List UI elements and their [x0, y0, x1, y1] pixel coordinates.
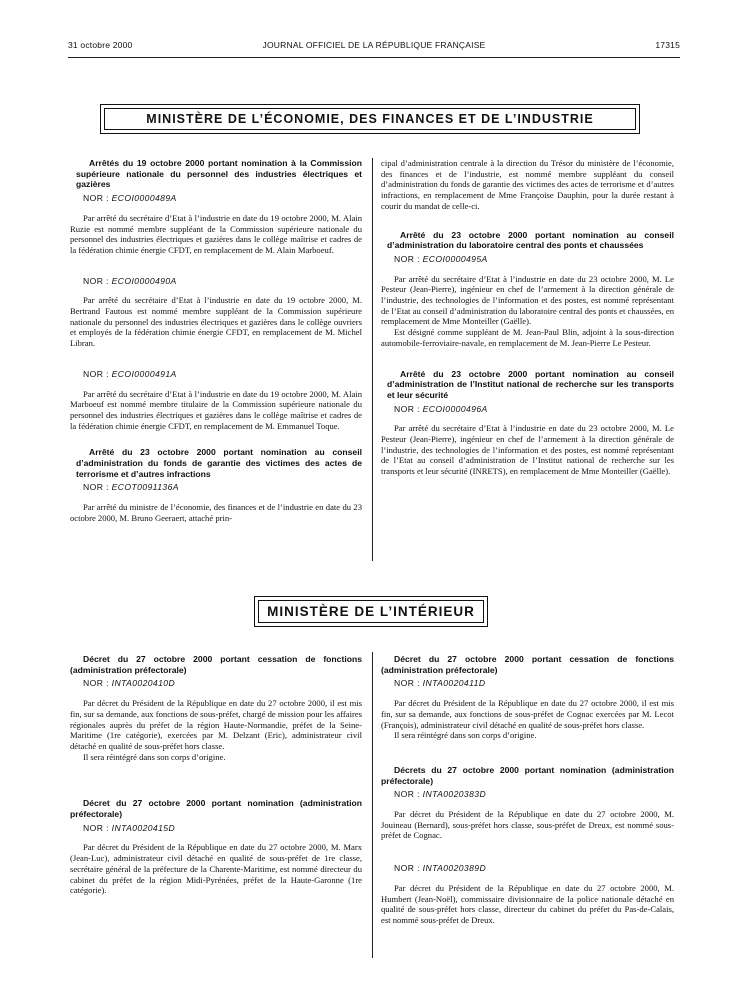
nor-label: NOR :: [83, 368, 112, 379]
article: [70, 276, 362, 349]
nor-code: ECOI0000491A: [111, 368, 177, 379]
article-paragraph: Est désigné comme suppléant de M. Jean-Paul Blin, adjoint à la sous-direction automobile-ferroviaire-navale, en remplacement de M. Jean-Pierre Le Pesteur.: [381, 327, 674, 348]
ministry-interior-heading: [254, 596, 488, 627]
nor-reference: [70, 276, 362, 287]
article: [381, 863, 674, 926]
article-paragraph: Par décret du Président de la République en date du 27 octobre 2000, il est mis fin, sur sa demande, aux fonctions de sous-préfet de Cognac exercées par M. Lecot (François), administrateur civil détaché en qualité de sous-préfet hors classe.: [381, 698, 674, 730]
article-paragraph: Par décret du Président de la République en date du 27 octobre 2000, M. Jouineau (Bernard), sous-préfet hors classe, sous-préfet de Dreux, est nommé sous-préfet de Cognac.: [381, 809, 674, 841]
article-paragraph: Par arrêté du secrétaire d’Etat à l’industrie en date du 19 octobre 2000, M. Bertrand Fautous est nommé membre suppléant de la Commission supérieure nationale du personnel des industries électriques et gazières dans le collège ouvriers et employés de la fédération chimie énergie CFDT, en remplacement de M. Michel Libran.: [70, 295, 362, 349]
header-rule: [68, 57, 680, 58]
nor-code: ECOI0000489A: [111, 193, 177, 204]
nor-code: ECOI0000490A: [111, 275, 177, 286]
nor-code: INTA0020411D: [422, 678, 486, 689]
article-title: Arrêté du 23 octobre 2000 portant nomination au conseil d’administration du laboratoire central des ponts et chaussées: [387, 229, 674, 251]
article: [381, 158, 674, 212]
nor-label: NOR :: [83, 482, 112, 493]
article-paragraph: Par arrêté du ministre de l’économie, des finances et de l’industrie en date du 23 octobre 2000, M. Bruno Geeraert, attaché prin-: [70, 502, 362, 523]
interior-left-column: [70, 654, 362, 896]
nor-code: ECOI0000495A: [422, 253, 488, 264]
article: [70, 654, 362, 762]
article-title: Arrêté du 23 octobre 2000 portant nomination au conseil d’administration de l’Institut national de recherche sur les transports et leur sécurité: [387, 368, 674, 400]
nor-label: NOR :: [83, 275, 112, 286]
nor-label: NOR :: [83, 678, 112, 689]
article: [70, 447, 362, 523]
article-paragraph: Par arrêté du secrétaire d’Etat à l’industrie en date du 23 octobre 2000, M. Le Pesteur (Jean-Pierre), ingénieur en chef de l’armement à la direction générale de l’industrie, des technologies de l’information et des postes, est nommé représentant de l’Etat au conseil d’administration de l’Institut national de recherche sur les transports et leur sécurité (INRETS), en remplacement de Mme Monteiller (Gaëlle).: [381, 423, 674, 477]
nor-label: NOR :: [394, 863, 423, 874]
nor-code: ECOT0091136A: [111, 482, 179, 493]
article-title: Décret du 27 octobre 2000 portant nomination (administration préfectorale): [70, 798, 362, 820]
nor-reference: [70, 678, 362, 689]
article-paragraph: cipal d’administration centrale à la direction du Trésor du ministère de l’économie, des finances et de l’industrie, est nommé membre suppléant du conseil d’administration du fonds de garantie des victimes des actes de terrorisme et d’autres infractions, en remplacement de Mme Françoise Dauphin, pour la durée restant à courir du mandat de celle-ci.: [381, 158, 674, 211]
article-title: Arrêtés du 19 octobre 2000 portant nomination à la Commission supérieure nationale du personnel des industries électriques et gazières: [76, 158, 362, 190]
article: [381, 369, 674, 477]
article-title: Décret du 27 octobre 2000 portant cessation de fonctions (administration préfectorale): [70, 654, 362, 675]
economy-right-column: [381, 158, 674, 477]
nor-label: NOR :: [83, 822, 112, 833]
economy-left-column: [70, 158, 362, 524]
nor-code: INTA0020383D: [422, 789, 487, 800]
column-divider: [372, 652, 373, 958]
nor-code: INTA0020389D: [422, 863, 487, 874]
header-date: 31 octobre 2000: [68, 40, 133, 50]
article: [70, 158, 362, 256]
article: [70, 798, 362, 896]
column-divider: [372, 158, 373, 561]
article-title: Décret du 27 octobre 2000 portant cessation de fonctions (administration préfectorale): [381, 654, 674, 675]
article-paragraph: Il sera réintégré dans son corps d’origine.: [83, 751, 226, 762]
article-paragraph: Par décret du Président de la République en date du 27 octobre 2000, M. Humbert (Jean-Noël), commissaire divisionnaire de la police nationale détaché en qualité de sous-préfet hors classe, directeur du cabinet du préfet du Pas-de-Calais, est nommé sous-préfet de Dreux.: [381, 882, 674, 925]
nor-reference: [381, 254, 674, 265]
nor-reference: [381, 678, 674, 689]
article-paragraph: Par arrêté du secrétaire d’Etat à l’industrie en date du 23 octobre 2000, M. Le Pesteur (Jean-Pierre), ingénieur en chef de l’armement à la direction générale de l’industrie, des technologies de l’information et des postes, est nommé représentant de l’Etat au conseil d’administration du laboratoire central des ponts et chaussées, en remplacement de Mme Monteiller (Gaëlle).: [381, 273, 674, 327]
nor-reference: [381, 789, 674, 800]
nor-label: NOR :: [394, 403, 423, 414]
nor-code: INTA0020415D: [111, 822, 176, 833]
article-paragraph: Par arrêté du secrétaire d’Etat à l’industrie en date du 19 octobre 2000, M. Alain Ruzie est nommé membre suppléant de la Commission supérieure nationale du personnel des industries électriques et gazières dans le collège maîtrise et cadres de la fédération chimie énergie CFDT, en remplacement de M. Alain Marboeuf.: [70, 212, 362, 255]
article-paragraph: Il sera réintégré dans son corps d’origine.: [394, 730, 537, 741]
ministry-title: MINISTÈRE DE L’ÉCONOMIE, DES FINANCES ET DE L’INDUSTRIE: [104, 108, 636, 130]
ministry-economy-heading: [100, 104, 640, 134]
nor-code: ECOI0000496A: [422, 403, 488, 414]
nor-label: NOR :: [394, 253, 423, 264]
nor-reference: [381, 404, 674, 415]
nor-label: NOR :: [83, 193, 112, 204]
article-title: Arrêté du 23 octobre 2000 portant nomination au conseil d’administration du fonds de garantie des victimes des actes de terrorisme et d’autres infractions: [76, 447, 362, 479]
interior-right-column: [381, 654, 674, 926]
nor-code: INTA0020410D: [111, 678, 176, 689]
article-paragraph: Par décret du Président de la République en date du 27 octobre 2000, M. Marx (Jean-Luc), administrateur civil détaché en qualité de sous-préfet de 1re classe, secrétaire général de la préfecture de la Charente-Maritime, est nommé directeur du cabinet du préfet de la région Midi-Pyrénées, préfet de la Haute-Garonne (1re catégorie).: [70, 842, 362, 896]
page-number: 17315: [655, 40, 680, 50]
article-paragraph: Par arrêté du secrétaire d’Etat à l’industrie en date du 19 octobre 2000, M. Alain Marboeuf est nommé membre titulaire de la Commission supérieure nationale du personnel des industries électriques et gazières dans le collège maîtrise et cadres de la fédération chimie énergie CFDT, en remplacement de M. Emmanuel Toque.: [70, 388, 362, 431]
nor-reference: [70, 193, 362, 204]
article: [381, 230, 674, 349]
nor-label: NOR :: [394, 789, 423, 800]
nor-reference: [70, 823, 362, 834]
article-title: Décrets du 27 octobre 2000 portant nomination (administration préfectorale): [381, 764, 674, 786]
nor-label: NOR :: [394, 678, 423, 689]
nor-reference: [381, 863, 674, 874]
ministry-title: MINISTÈRE DE L’INTÉRIEUR: [258, 600, 484, 623]
article: [381, 765, 674, 841]
article: [381, 654, 674, 741]
nor-reference: [70, 369, 362, 380]
journal-title: JOURNAL OFFICIEL DE LA RÉPUBLIQUE FRANÇAISE: [262, 40, 486, 50]
nor-reference: [70, 482, 362, 493]
article: [70, 369, 362, 432]
article-paragraph: Par décret du Président de la République en date du 27 octobre 2000, il est mis fin, sur sa demande, aux fonctions de sous-préfet, chargé de mission pour les affaires régionales auprès du préfet de la région Haute-Normandie, préfet de la Seine-Maritime (1re catégorie), exercées par M. Delzant (Eric), administrateur civil détaché en qualité de sous-préfet hors classe.: [70, 698, 362, 751]
